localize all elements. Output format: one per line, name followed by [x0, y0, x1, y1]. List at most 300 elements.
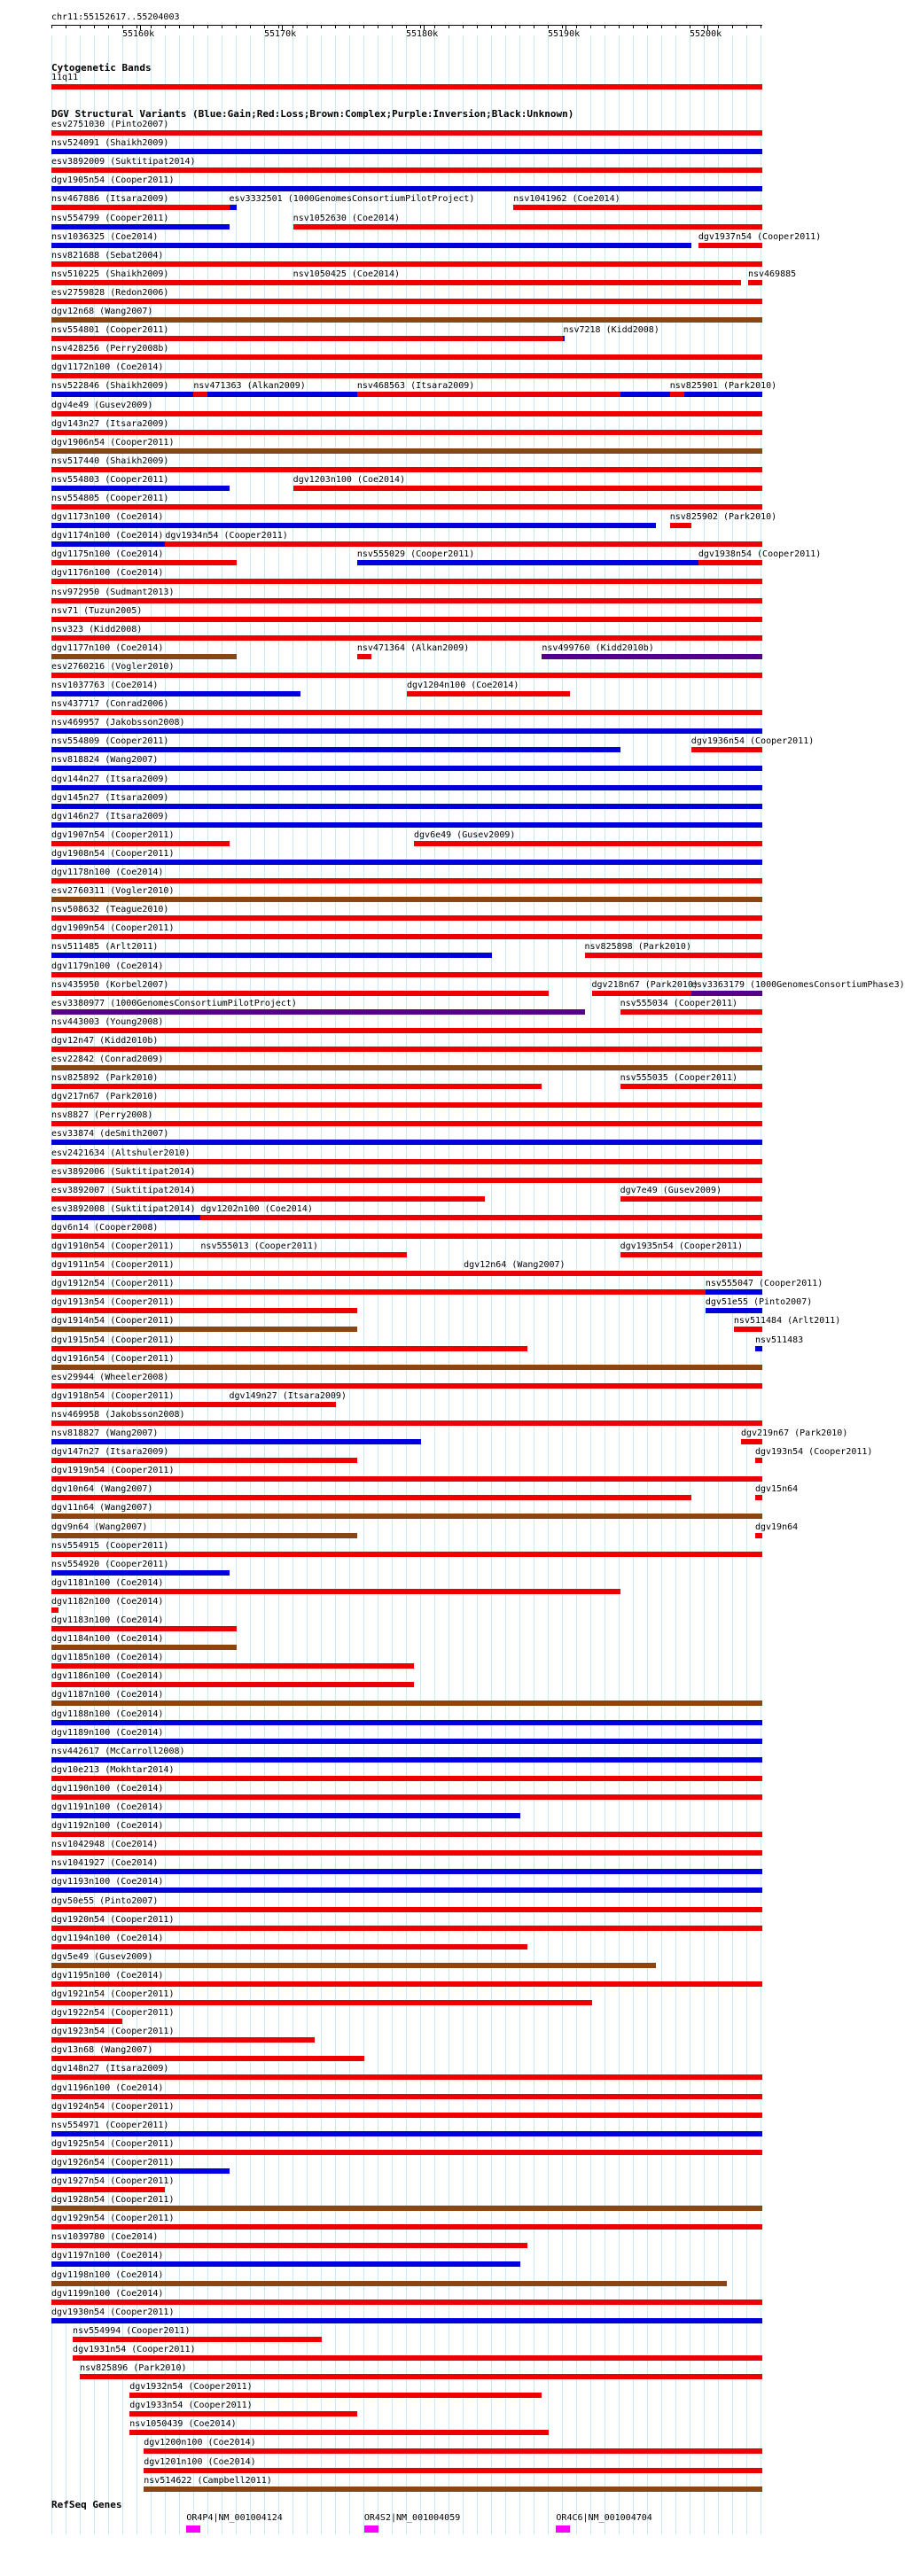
ruler-minor-tick — [619, 26, 620, 28]
sv-feature-label: dgv1920n54 (Cooper2011) — [51, 1914, 175, 1925]
refseq-gene-label: OR4S2|NM_001004059 — [363, 2513, 461, 2523]
sv-feature-bar[interactable] — [51, 1813, 520, 1818]
sv-feature-bar[interactable] — [51, 541, 165, 547]
sv-feature-label: dgv50e55 (Pinto2007) — [51, 1895, 159, 1906]
sv-feature-bar[interactable] — [698, 243, 762, 248]
sv-feature-bar[interactable] — [706, 1308, 762, 1313]
refseq-gene-glyph[interactable] — [364, 2525, 378, 2533]
sv-feature-bar[interactable] — [51, 1645, 237, 1650]
sv-feature-label: nsv554801 (Cooper2011) — [51, 325, 169, 336]
sv-feature-bar[interactable] — [51, 635, 762, 641]
ruler-minor-tick — [420, 26, 421, 28]
sv-feature-label: nsv554915 (Cooper2011) — [51, 1540, 169, 1551]
sv-feature-label: esv29944 (Wheeler2008) — [51, 1372, 169, 1382]
sv-feature-bar[interactable] — [698, 560, 762, 565]
sv-feature-bar[interactable] — [51, 1907, 762, 1912]
sv-feature-bar[interactable] — [357, 654, 371, 659]
sv-feature-bar[interactable] — [51, 2074, 762, 2080]
sv-feature-bar[interactable] — [51, 1308, 357, 1313]
sv-feature-label: dgv1911n54 (Cooper2011) — [51, 1260, 175, 1271]
sv-feature-label: esv3332501 (1000GenomesConsortiumPilotProject) — [229, 194, 475, 205]
sv-feature-bar[interactable] — [620, 1196, 762, 1202]
sv-feature-bar[interactable] — [51, 2318, 762, 2323]
sv-feature-label: nsv517440 (Shaikh2009) — [51, 455, 169, 466]
sv-feature-label: nsv510225 (Shaikh2009) — [51, 268, 169, 279]
sv-feature-bar[interactable] — [51, 2056, 364, 2061]
sv-feature-label: dgv1909n54 (Cooper2011) — [51, 923, 175, 934]
sv-feature-label: dgv1938n54 (Cooper2011) — [698, 549, 822, 560]
refseq-gene-glyph[interactable] — [186, 2525, 200, 2533]
sv-feature-bar[interactable] — [51, 2168, 230, 2174]
sv-feature-bar[interactable] — [51, 1346, 527, 1351]
sv-feature-bar[interactable] — [129, 2430, 549, 2435]
sv-feature-label: nsv437717 (Conrad2006) — [51, 699, 169, 710]
sv-feature-bar[interactable] — [200, 1252, 407, 1257]
sv-feature-label: nsv818827 (Wang2007) — [51, 1428, 159, 1438]
sv-feature-label: nsv825902 (Park2010) — [669, 512, 777, 523]
sv-feature-bar[interactable] — [748, 280, 762, 285]
sv-feature-label: dgv6n14 (Cooper2008) — [51, 1222, 159, 1233]
sv-feature-bar[interactable] — [51, 1682, 414, 1687]
sv-feature-label: esv2760311 (Vogler2010) — [51, 886, 175, 897]
sv-feature-label: dgv149n27 (Itsara2009) — [229, 1390, 347, 1401]
sv-feature-bar[interactable] — [51, 523, 656, 528]
sv-feature-label: dgv5e49 (Gusev2009) — [51, 1951, 153, 1962]
cytoband-label: 11q11 — [51, 73, 79, 82]
sv-feature-bar[interactable] — [51, 1102, 762, 1108]
sv-feature-bar[interactable] — [51, 2037, 315, 2043]
sv-feature-bar[interactable] — [51, 1626, 237, 1631]
sv-feature-bar[interactable] — [144, 2487, 762, 2492]
sv-feature-bar[interactable] — [51, 1514, 762, 1519]
sv-feature-bar[interactable] — [563, 336, 565, 341]
sv-feature-bar[interactable] — [357, 392, 620, 397]
ruler-minor-tick — [179, 26, 180, 28]
sv-feature-label: nsv825898 (Park2010) — [584, 942, 691, 953]
sv-feature-label: dgv1179n100 (Coe2014) — [51, 961, 164, 971]
sv-feature-label: esv3892006 (Suktitipat2014) — [51, 1166, 196, 1177]
ruler-minor-tick — [51, 26, 52, 28]
sv-feature-bar[interactable] — [414, 841, 762, 846]
sv-feature-label: dgv1197n100 (Coe2014) — [51, 2251, 164, 2261]
sv-feature-bar[interactable] — [670, 392, 684, 397]
sv-feature-bar[interactable] — [51, 728, 762, 734]
ruler-minor-tick — [732, 26, 733, 28]
sv-feature-bar[interactable] — [51, 243, 691, 248]
sv-feature-label: dgv1189n100 (Coe2014) — [51, 1727, 164, 1738]
cytoband-bar[interactable] — [51, 84, 762, 89]
refseq-gene-glyph[interactable] — [556, 2525, 570, 2533]
sv-feature-label: dgv1184n100 (Coe2014) — [51, 1634, 164, 1645]
sv-feature-label: dgv219n67 (Park2010) — [740, 1428, 848, 1438]
sv-feature-label: dgv1188n100 (Coe2014) — [51, 1708, 164, 1719]
sv-feature-label: nsv555013 (Cooper2011) — [200, 1241, 318, 1251]
sv-feature-label: dgv15n64 — [754, 1484, 799, 1495]
sv-feature-bar[interactable] — [51, 1121, 762, 1126]
sv-feature-bar[interactable] — [51, 1028, 762, 1033]
sv-feature-bar[interactable] — [51, 1271, 464, 1276]
sv-feature-bar[interactable] — [51, 130, 762, 136]
sv-feature-bar[interactable] — [293, 486, 762, 491]
sv-feature-label: nsv323 (Kidd2008) — [51, 624, 143, 634]
sv-feature-bar[interactable] — [51, 691, 300, 697]
sv-feature-label: nsv524091 (Shaikh2009) — [51, 138, 169, 149]
sv-feature-bar[interactable] — [51, 617, 762, 622]
sv-feature-bar[interactable] — [51, 1981, 762, 1987]
sv-feature-bar[interactable] — [51, 1327, 357, 1332]
sv-feature-bar[interactable] — [51, 1739, 762, 1744]
sv-feature-bar[interactable] — [51, 804, 762, 809]
sv-feature-bar[interactable] — [51, 224, 230, 230]
sv-feature-label: dgv218n67 (Park2010) — [591, 979, 698, 990]
sv-feature-bar[interactable] — [51, 186, 762, 191]
sv-feature-bar[interactable] — [51, 2224, 762, 2230]
sv-feature-bar[interactable] — [51, 1215, 200, 1220]
sv-feature-label: dgv145n27 (Itsara2009) — [51, 792, 169, 803]
sv-feature-bar[interactable] — [51, 354, 762, 360]
sv-feature-label: dgv12n47 (Kidd2010b) — [51, 1035, 159, 1046]
sv-feature-bar[interactable] — [51, 897, 762, 902]
sv-feature-bar[interactable] — [755, 1495, 762, 1500]
sv-feature-label: esv22842 (Conrad2009) — [51, 1055, 164, 1064]
sv-feature-label: dgv1175n100 (Coe2014) — [51, 549, 164, 560]
sv-feature-bar[interactable] — [51, 822, 762, 828]
sv-feature-bar[interactable] — [51, 878, 762, 883]
sv-feature-bar[interactable] — [51, 2206, 762, 2211]
sv-feature-label: esv3380977 (1000GenomesConsortiumPilotProject) — [51, 998, 297, 1008]
refseq-track-title[interactable]: RefSeq Genes — [51, 2499, 122, 2510]
sv-feature-bar[interactable] — [73, 2337, 322, 2342]
sv-feature-bar[interactable] — [51, 1196, 485, 1202]
sv-feature-label: dgv1935n54 (Cooper2011) — [620, 1241, 744, 1251]
sv-feature-label: dgv1924n54 (Cooper2011) — [51, 2101, 175, 2112]
sv-feature-bar[interactable] — [51, 915, 762, 921]
sv-feature-bar[interactable] — [706, 1289, 762, 1295]
sv-feature-label: nsv469958 (Jakobsson2008) — [51, 1409, 185, 1420]
sv-feature-bar[interactable] — [144, 2468, 762, 2473]
sv-feature-bar[interactable] — [691, 747, 762, 752]
sv-feature-label: nsv554803 (Cooper2011) — [51, 474, 169, 485]
sv-feature-label: dgv143n27 (Itsara2009) — [51, 418, 169, 429]
ruler-minor-tick — [491, 26, 492, 28]
sv-feature-bar[interactable] — [51, 486, 230, 491]
ruler-minor-tick — [349, 26, 350, 28]
sv-feature-bar[interactable] — [51, 1140, 762, 1145]
sv-feature-label: dgv1196n100 (Coe2014) — [51, 2082, 164, 2093]
sv-feature-bar[interactable] — [293, 280, 741, 285]
sv-feature-bar[interactable] — [51, 2000, 592, 2005]
sv-feature-bar[interactable] — [755, 1533, 762, 1538]
sv-feature-bar[interactable] — [51, 1252, 200, 1257]
sv-feature-bar[interactable] — [51, 336, 563, 341]
sv-feature-label: dgv1183n100 (Coe2014) — [51, 1615, 164, 1625]
sv-feature-bar[interactable] — [51, 1887, 762, 1893]
sv-feature-bar[interactable] — [51, 373, 762, 378]
sv-feature-bar[interactable] — [51, 317, 762, 323]
sv-feature-label: dgv13n68 (Wang2007) — [51, 2045, 153, 2056]
sv-feature-label: dgv1913n54 (Cooper2011) — [51, 1297, 175, 1308]
sv-feature-label: nsv442617 (McCarroll2008) — [51, 1746, 185, 1756]
sv-feature-label: dgv1932n54 (Cooper2011) — [129, 2382, 253, 2393]
sv-feature-label: dgv1198n100 (Coe2014) — [51, 2269, 164, 2280]
sv-feature-bar[interactable] — [407, 691, 570, 697]
sv-feature-bar[interactable] — [51, 1776, 762, 1781]
ruler-tick-label: 55170k — [264, 29, 297, 39]
sv-feature-bar[interactable] — [51, 2243, 527, 2248]
sv-feature-bar[interactable] — [755, 1346, 762, 1351]
sv-feature-bar[interactable] — [193, 392, 207, 397]
sv-feature-bar[interactable] — [51, 2300, 762, 2305]
sv-feature-label: dgv1916n54 (Cooper2011) — [51, 1353, 175, 1364]
sv-feature-bar[interactable] — [51, 1420, 762, 1426]
sv-feature-bar[interactable] — [51, 972, 762, 977]
sv-feature-bar[interactable] — [585, 953, 763, 958]
sv-feature-bar[interactable] — [51, 654, 237, 659]
ruler-minor-tick — [278, 26, 279, 28]
sv-feature-bar[interactable] — [51, 467, 762, 472]
sv-feature-bar[interactable] — [51, 2113, 762, 2118]
sv-feature-bar[interactable] — [51, 766, 762, 771]
sv-feature-bar[interactable] — [51, 1533, 357, 1538]
sv-feature-bar[interactable] — [51, 299, 762, 304]
ruler-minor-tick — [463, 26, 464, 28]
ruler-minor-tick — [321, 26, 322, 28]
ruler-minor-tick — [122, 26, 123, 28]
sv-feature-bar[interactable] — [51, 1159, 762, 1164]
sv-feature-label: dgv4e49 (Gusev2009) — [51, 400, 153, 410]
sv-feature-bar[interactable] — [51, 1383, 762, 1389]
sv-feature-label: nsv469885 — [747, 268, 797, 279]
sv-feature-label: nsv1050425 (Coe2014) — [293, 268, 401, 279]
sv-feature-label: nsv554971 (Cooper2011) — [51, 2120, 169, 2130]
sv-feature-bar[interactable] — [620, 1084, 762, 1089]
ruler-minor-tick — [207, 26, 208, 28]
sv-feature-label: dgv148n27 (Itsara2009) — [51, 2064, 169, 2074]
sv-feature-bar[interactable] — [51, 1570, 230, 1576]
sv-feature-label: dgv1178n100 (Coe2014) — [51, 868, 164, 877]
sv-feature-bar[interactable] — [230, 205, 237, 210]
sv-feature-bar[interactable] — [542, 654, 762, 659]
ruler-minor-tick — [264, 26, 265, 28]
sv-feature-bar[interactable] — [293, 224, 762, 230]
ruler-minor-tick — [434, 26, 435, 28]
sv-feature-bar[interactable] — [51, 860, 762, 865]
sv-feature-label: dgv1199n100 (Coe2014) — [51, 2288, 164, 2299]
sv-feature-label: nsv471363 (Alkan2009) — [193, 381, 306, 392]
sv-feature-label: nsv554799 (Cooper2011) — [51, 213, 169, 223]
sv-feature-label: dgv1905n54 (Cooper2011) — [51, 175, 175, 186]
sv-feature-bar[interactable] — [51, 149, 762, 154]
sv-feature-bar[interactable] — [51, 448, 762, 454]
sv-feature-bar[interactable] — [51, 1365, 762, 1370]
sv-feature-bar[interactable] — [51, 1869, 762, 1874]
sv-feature-bar[interactable] — [51, 1458, 357, 1463]
sv-feature-label: nsv821688 (Sebat2004) — [51, 250, 164, 261]
sv-feature-bar[interactable] — [51, 1234, 762, 1239]
sv-feature-label: nsv511483 — [754, 1335, 804, 1345]
sv-feature-bar[interactable] — [51, 1047, 762, 1052]
sv-feature-bar[interactable] — [51, 841, 230, 846]
sv-feature-bar[interactable] — [620, 1252, 762, 1257]
sv-feature-bar[interactable] — [230, 1402, 336, 1407]
sv-feature-bar[interactable] — [51, 504, 762, 510]
sv-feature-label: nsv1039780 (Coe2014) — [51, 2232, 159, 2243]
ruler-minor-tick — [392, 26, 393, 28]
sv-feature-bar[interactable] — [51, 2131, 762, 2136]
sv-feature-bar[interactable] — [51, 167, 762, 173]
sv-feature-bar[interactable] — [51, 1720, 762, 1725]
sv-feature-bar[interactable] — [357, 560, 698, 565]
sv-feature-bar[interactable] — [51, 2150, 762, 2155]
sv-feature-bar[interactable] — [51, 411, 762, 416]
sv-feature-bar[interactable] — [513, 205, 762, 210]
sv-feature-bar[interactable] — [51, 280, 293, 285]
sv-feature-bar[interactable] — [51, 1084, 542, 1089]
cytoband-track-title[interactable]: Cytogenetic Bands — [51, 62, 152, 74]
sv-feature-bar[interactable] — [51, 1439, 421, 1444]
sv-feature-bar[interactable] — [129, 2393, 542, 2398]
ruler-minor-tick — [633, 26, 634, 28]
sv-feature-bar[interactable] — [51, 598, 762, 603]
sv-feature-bar[interactable] — [51, 1757, 762, 1763]
sv-feature-bar[interactable] — [51, 1663, 414, 1669]
sv-feature-bar[interactable] — [51, 710, 762, 715]
sv-feature-bar[interactable] — [741, 1439, 762, 1444]
sv-feature-label: dgv9n64 (Wang2007) — [51, 1521, 148, 1532]
sv-feature-bar[interactable] — [51, 1476, 762, 1482]
sv-feature-bar[interactable] — [51, 747, 620, 752]
sv-feature-bar[interactable] — [51, 1552, 762, 1557]
sv-feature-bar[interactable] — [51, 1178, 762, 1183]
sv-feature-label: dgv1200n100 (Coe2014) — [144, 2438, 256, 2448]
sv-feature-label: nsv554994 (Cooper2011) — [73, 2325, 191, 2336]
sv-feature-label: dgv1910n54 (Cooper2011) — [51, 1241, 175, 1251]
sv-feature-label: nsv428256 (Perry2008b) — [51, 344, 169, 354]
sv-feature-label: dgv1177n100 (Coe2014) — [51, 642, 164, 653]
sv-feature-label: dgv1181n100 (Coe2014) — [51, 1577, 164, 1588]
sv-feature-bar[interactable] — [51, 261, 762, 267]
sv-feature-bar[interactable] — [51, 1832, 762, 1837]
sv-feature-label: dgv1928n54 (Cooper2011) — [51, 2195, 175, 2206]
ruler-minor-tick — [718, 26, 719, 28]
sv-feature-bar[interactable] — [51, 1402, 230, 1407]
sv-feature-label: dgv1204n100 (Coe2014) — [407, 681, 519, 690]
sv-feature-bar[interactable] — [51, 2187, 165, 2192]
sv-feature-bar[interactable] — [51, 1944, 527, 1950]
ruler-tick-label: 55180k — [406, 29, 439, 39]
sv-feature-bar[interactable] — [51, 430, 762, 435]
sv-feature-bar[interactable] — [670, 523, 691, 528]
ruler-tick-label: 55190k — [548, 29, 581, 39]
sv-feature-bar[interactable] — [51, 2094, 762, 2099]
location-label: chr11:55152617..55204003 — [51, 12, 180, 22]
sv-feature-label: dgv19n64 — [754, 1521, 799, 1532]
ruler-minor-tick — [477, 26, 478, 28]
ruler-minor-tick — [165, 26, 166, 28]
ruler-minor-tick — [94, 26, 95, 28]
sv-feature-bar[interactable] — [51, 1289, 706, 1295]
sv-feature-label: dgv1925n54 (Cooper2011) — [51, 2138, 175, 2149]
sv-feature-bar[interactable] — [734, 1327, 762, 1332]
sv-track-title[interactable]: DGV Structural Variants (Blue:Gain;Red:Loss;Brown:Complex;Purple:Inversion;Black:Unknown) — [51, 108, 574, 120]
sv-feature-label: dgv1190n100 (Coe2014) — [51, 1783, 164, 1794]
sv-feature-label: esv3363179 (1000GenomesConsortiumPhase3) — [690, 979, 905, 990]
sv-feature-label: nsv511485 (Arlt2011) — [51, 942, 159, 953]
ruler-minor-tick — [363, 26, 364, 28]
ruler-minor-tick — [193, 26, 194, 28]
sv-feature-bar[interactable] — [51, 934, 762, 939]
ruler-tick-label: 55160k — [122, 29, 155, 39]
sv-feature-label: esv3892009 (Suktitipat2014) — [51, 157, 196, 167]
sv-feature-bar[interactable] — [620, 1009, 762, 1015]
sv-feature-label: nsv1050439 (Coe2014) — [129, 2419, 237, 2430]
sv-feature-bar[interactable] — [51, 560, 237, 565]
sv-feature-bar[interactable] — [51, 1009, 585, 1015]
ruler-minor-tick — [675, 26, 676, 28]
sv-feature-label: dgv1929n54 (Cooper2011) — [51, 2214, 175, 2224]
sv-feature-bar[interactable] — [51, 673, 762, 678]
sv-feature-label: dgv1174n100 (Coe2014) — [51, 531, 164, 541]
sv-feature-bar[interactable] — [51, 205, 230, 210]
sv-feature-bar[interactable] — [51, 1700, 762, 1706]
sv-feature-label: nsv522846 (Shaikh2009) — [51, 381, 169, 392]
ruler-minor-tick — [590, 26, 591, 28]
sv-feature-label: dgv1926n54 (Cooper2011) — [51, 2157, 175, 2167]
sv-feature-bar[interactable] — [755, 1458, 762, 1463]
sv-feature-bar[interactable] — [51, 1794, 762, 1800]
sv-feature-bar[interactable] — [51, 1607, 59, 1613]
refseq-gene-label: OR4P4|NM_001004124 — [186, 2513, 283, 2523]
sv-feature-bar[interactable] — [51, 2281, 727, 2286]
sv-feature-bar[interactable] — [80, 2374, 762, 2379]
sv-feature-bar[interactable] — [51, 1963, 656, 1968]
sv-feature-label: dgv1195n100 (Coe2014) — [51, 1970, 164, 1981]
sv-feature-bar[interactable] — [129, 2411, 357, 2416]
sv-feature-bar[interactable] — [51, 2261, 520, 2267]
sv-feature-label: dgv1203n100 (Coe2014) — [293, 474, 406, 485]
sv-feature-bar[interactable] — [51, 1065, 762, 1070]
sv-feature-bar[interactable] — [51, 1850, 762, 1856]
sv-feature-bar[interactable] — [144, 2448, 762, 2454]
ruler-minor-tick — [406, 26, 407, 28]
ruler-minor-tick — [647, 26, 648, 28]
sv-feature-bar[interactable] — [51, 1495, 691, 1500]
sv-feature-bar[interactable] — [73, 2355, 762, 2361]
sv-feature-label: nsv818824 (Wang2007) — [51, 755, 159, 766]
sv-feature-label: dgv1201n100 (Coe2014) — [144, 2456, 256, 2467]
sv-feature-label: nsv471364 (Alkan2009) — [356, 642, 470, 653]
sv-feature-bar[interactable] — [51, 1926, 762, 1931]
sv-feature-bar[interactable] — [464, 1271, 762, 1276]
sv-feature-bar[interactable] — [51, 1589, 620, 1594]
sv-feature-bar[interactable] — [51, 579, 762, 584]
sv-feature-bar[interactable] — [200, 1215, 762, 1220]
sv-feature-label: dgv1937n54 (Cooper2011) — [698, 231, 822, 242]
ruler-axis — [51, 25, 762, 26]
sv-feature-bar[interactable] — [51, 785, 762, 790]
sv-feature-bar[interactable] — [51, 953, 492, 958]
ruler-minor-tick — [704, 26, 705, 28]
sv-feature-bar[interactable] — [691, 991, 762, 996]
sv-feature-label: nsv443003 (Young2008) — [51, 1016, 164, 1027]
ruler-minor-tick — [519, 26, 520, 28]
sv-feature-bar[interactable] — [51, 991, 549, 996]
sv-feature-label: dgv6e49 (Gusev2009) — [414, 829, 516, 840]
sv-feature-label: nsv8827 (Perry2008) — [51, 1110, 153, 1121]
sv-feature-bar[interactable] — [51, 2019, 122, 2024]
sv-feature-bar[interactable] — [165, 541, 762, 547]
sv-feature-bar[interactable] — [592, 991, 691, 996]
